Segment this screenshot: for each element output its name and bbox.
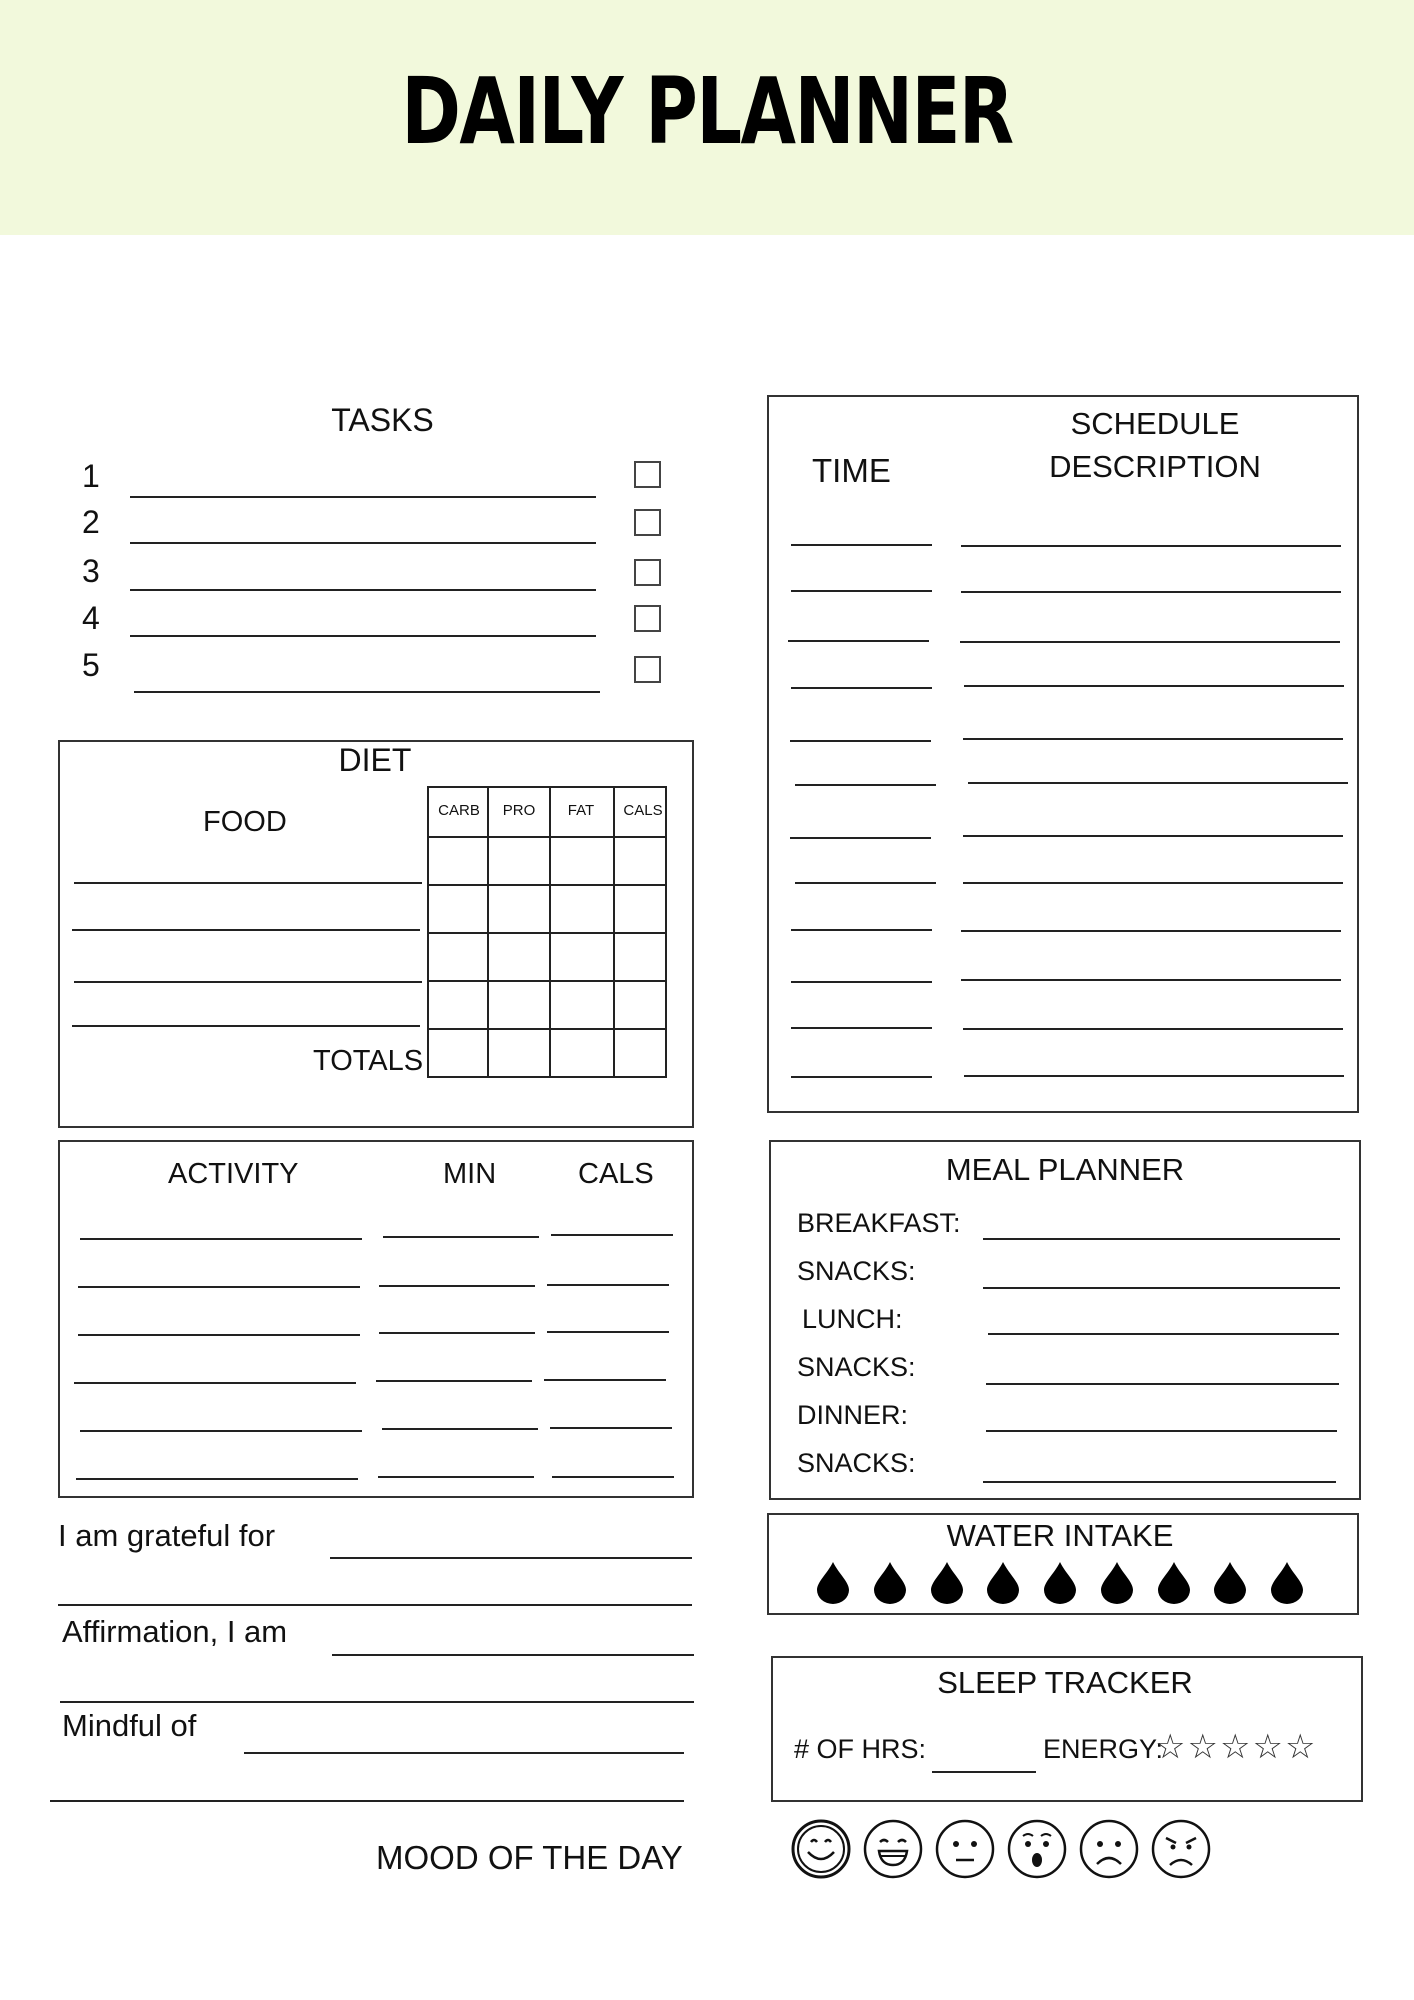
task-checkbox[interactable] bbox=[634, 509, 661, 536]
task-checkbox[interactable] bbox=[634, 461, 661, 488]
meal-label-snacks: SNACKS: bbox=[797, 1352, 916, 1382]
description-line[interactable] bbox=[968, 782, 1348, 784]
time-line[interactable] bbox=[790, 740, 931, 742]
min-line[interactable] bbox=[383, 1236, 539, 1238]
time-line[interactable] bbox=[791, 1027, 932, 1029]
description-line[interactable] bbox=[964, 685, 1344, 687]
description-line[interactable] bbox=[960, 641, 1340, 643]
task-number: 3 bbox=[82, 553, 100, 589]
time-line[interactable] bbox=[795, 882, 936, 884]
affirmation-line[interactable] bbox=[332, 1654, 694, 1656]
hours-label: # OF HRS: bbox=[794, 1734, 927, 1764]
surprised-face-icon[interactable] bbox=[1006, 1818, 1068, 1880]
time-line[interactable] bbox=[791, 929, 932, 931]
time-line[interactable] bbox=[791, 687, 932, 689]
food-line[interactable] bbox=[72, 929, 420, 931]
mindful-label: Mindful of bbox=[62, 1708, 197, 1743]
water-intake-heading: WATER INTAKE bbox=[946, 1518, 1174, 1553]
breakfast-line[interactable] bbox=[983, 1238, 1340, 1240]
header-banner bbox=[0, 0, 1414, 235]
snacks-line[interactable] bbox=[983, 1287, 1340, 1289]
task-line[interactable] bbox=[130, 635, 596, 637]
task-line[interactable] bbox=[130, 589, 596, 591]
activity-line[interactable] bbox=[76, 1478, 358, 1480]
snacks-line[interactable] bbox=[986, 1383, 1339, 1385]
min-line[interactable] bbox=[379, 1285, 535, 1287]
description-line[interactable] bbox=[961, 545, 1341, 547]
water-drop-icon[interactable] bbox=[1212, 1560, 1248, 1604]
description-line[interactable] bbox=[963, 738, 1343, 740]
description-line[interactable] bbox=[961, 979, 1341, 981]
time-line[interactable] bbox=[791, 590, 932, 592]
star-outline-icon[interactable]: ☆ bbox=[1284, 1727, 1316, 1767]
time-line[interactable] bbox=[791, 544, 932, 546]
description-line[interactable] bbox=[963, 835, 1343, 837]
activity-line[interactable] bbox=[74, 1382, 356, 1384]
sad-face-icon[interactable] bbox=[1078, 1818, 1140, 1880]
affirmation-line[interactable] bbox=[60, 1701, 694, 1703]
angry-face-icon[interactable] bbox=[1150, 1818, 1212, 1880]
activity-line[interactable] bbox=[78, 1286, 360, 1288]
snacks-line[interactable] bbox=[983, 1481, 1336, 1483]
min-line[interactable] bbox=[376, 1380, 532, 1382]
column-header-pro: PRO bbox=[502, 802, 536, 819]
task-line[interactable] bbox=[134, 691, 600, 693]
star-outline-icon[interactable]: ☆ bbox=[1252, 1727, 1283, 1767]
food-label: FOOD bbox=[203, 806, 287, 838]
min-column-header: MIN bbox=[443, 1158, 497, 1190]
schedule-heading: SCHEDULE bbox=[1070, 406, 1240, 441]
task-line[interactable] bbox=[130, 496, 596, 498]
mindful-line[interactable] bbox=[244, 1752, 684, 1754]
totals-label: TOTALS bbox=[313, 1045, 424, 1077]
time-line[interactable] bbox=[795, 784, 936, 786]
hours-line[interactable] bbox=[932, 1771, 1036, 1773]
activity-line[interactable] bbox=[80, 1238, 362, 1240]
food-line[interactable] bbox=[72, 1025, 420, 1027]
time-line[interactable] bbox=[791, 1076, 932, 1078]
tasks-heading: TASKS bbox=[331, 402, 434, 438]
meal-label-snacks: SNACKS: bbox=[797, 1256, 916, 1286]
cals-line[interactable] bbox=[550, 1427, 672, 1429]
food-line[interactable] bbox=[74, 981, 422, 983]
macro-grid bbox=[427, 786, 667, 1078]
task-number: 2 bbox=[82, 504, 100, 540]
water-drop-icon[interactable] bbox=[1156, 1560, 1192, 1604]
column-header-fat: FAT bbox=[567, 802, 595, 819]
task-checkbox[interactable] bbox=[634, 656, 661, 683]
mood-selector bbox=[790, 1818, 1230, 1884]
water-drop-icon[interactable] bbox=[815, 1560, 851, 1604]
min-line[interactable] bbox=[379, 1332, 535, 1334]
activity-line[interactable] bbox=[78, 1334, 360, 1336]
water-drops bbox=[815, 1560, 1305, 1610]
water-drop-icon[interactable] bbox=[985, 1560, 1021, 1604]
neutral-face-icon[interactable] bbox=[934, 1818, 996, 1880]
meal-planner-heading: MEAL PLANNER bbox=[945, 1152, 1185, 1187]
task-number: 5 bbox=[82, 647, 100, 683]
meal-label-dinner: DINNER: bbox=[797, 1400, 909, 1430]
sleep-tracker-heading: SLEEP TRACKER bbox=[937, 1665, 1193, 1700]
time-line[interactable] bbox=[790, 837, 931, 839]
water-drop-icon[interactable] bbox=[1042, 1560, 1078, 1604]
time-column-header: TIME bbox=[812, 452, 891, 489]
min-line[interactable] bbox=[378, 1476, 534, 1478]
column-header-cals: CALS bbox=[623, 802, 663, 819]
time-line[interactable] bbox=[791, 981, 932, 983]
food-line[interactable] bbox=[74, 882, 422, 884]
description-line[interactable] bbox=[963, 1028, 1343, 1030]
grateful-line[interactable] bbox=[330, 1557, 692, 1559]
time-line[interactable] bbox=[788, 640, 929, 642]
meal-label-lunch: LUNCH: bbox=[802, 1304, 903, 1334]
cals-line[interactable] bbox=[544, 1379, 666, 1381]
star-outline-icon[interactable]: ☆ bbox=[1187, 1727, 1218, 1767]
task-checkbox[interactable] bbox=[634, 605, 661, 632]
water-drop-icon[interactable] bbox=[1099, 1560, 1135, 1604]
column-header-carb: CARB bbox=[438, 802, 480, 819]
diet-heading: DIET bbox=[338, 742, 412, 778]
task-line[interactable] bbox=[130, 542, 596, 544]
star-outline-icon[interactable]: ☆ bbox=[1219, 1727, 1251, 1767]
cals-line[interactable] bbox=[551, 1234, 673, 1236]
cals-line[interactable] bbox=[547, 1331, 669, 1333]
energy-label: ENERGY: bbox=[1043, 1734, 1164, 1764]
description-line[interactable] bbox=[963, 882, 1343, 884]
description-line[interactable] bbox=[964, 1075, 1344, 1077]
water-drop-icon[interactable] bbox=[1269, 1560, 1305, 1604]
dinner-line[interactable] bbox=[986, 1430, 1337, 1432]
description-line[interactable] bbox=[961, 930, 1341, 932]
water-drop-icon[interactable] bbox=[872, 1560, 908, 1604]
energy-rating bbox=[1155, 1727, 1316, 1767]
cals-line[interactable] bbox=[547, 1284, 669, 1286]
meal-label-snacks: SNACKS: bbox=[797, 1448, 916, 1478]
schedule-section bbox=[767, 395, 1359, 1113]
min-line[interactable] bbox=[382, 1428, 538, 1430]
meal-label-breakfast: BREAKFAST: bbox=[797, 1208, 961, 1238]
grateful-line[interactable] bbox=[58, 1604, 692, 1606]
cals-column-header: CALS bbox=[578, 1158, 654, 1190]
description-line[interactable] bbox=[961, 591, 1341, 593]
activity-column-header: ACTIVITY bbox=[168, 1158, 299, 1190]
mindful-line[interactable] bbox=[50, 1800, 684, 1802]
mood-label: MOOD OF THE DAY bbox=[376, 1839, 683, 1876]
page-title: DAILY PLANNER bbox=[401, 58, 1013, 165]
grinning-face-icon[interactable] bbox=[862, 1818, 924, 1880]
task-checkbox[interactable] bbox=[634, 559, 661, 586]
cals-line[interactable] bbox=[552, 1476, 674, 1478]
affirmation-label: Affirmation, I am bbox=[62, 1614, 288, 1649]
task-number: 4 bbox=[82, 600, 100, 636]
lunch-line[interactable] bbox=[988, 1333, 1339, 1335]
water-drop-icon[interactable] bbox=[929, 1560, 965, 1604]
description-heading: DESCRIPTION bbox=[1049, 449, 1261, 484]
activity-section bbox=[58, 1140, 694, 1498]
activity-line[interactable] bbox=[80, 1430, 362, 1432]
very-happy-face-icon[interactable] bbox=[790, 1818, 852, 1880]
task-number: 1 bbox=[82, 458, 100, 494]
grateful-label: I am grateful for bbox=[58, 1518, 276, 1553]
star-outline-icon[interactable]: ☆ bbox=[1155, 1727, 1186, 1767]
